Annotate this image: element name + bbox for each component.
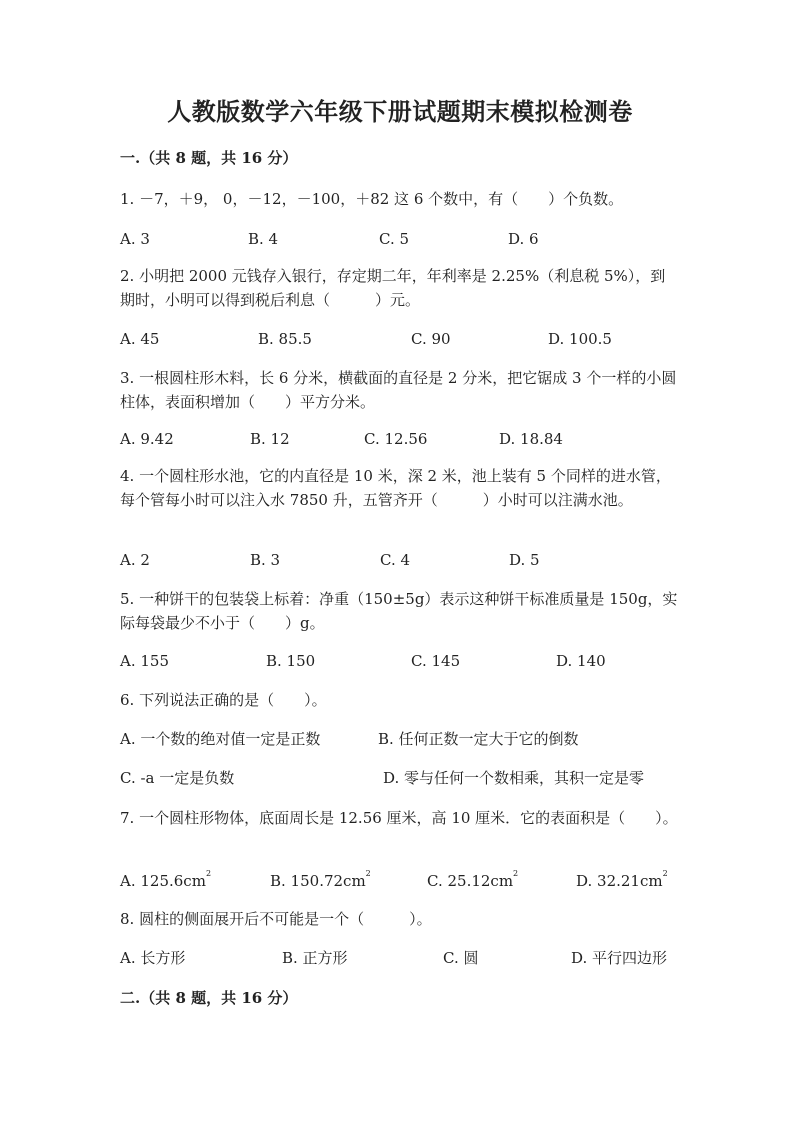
option-b: B. 85.5 [258, 330, 312, 348]
option-c: C. -a 一定是负数 [120, 769, 235, 787]
option-a: A. 2 [120, 551, 150, 569]
option-a: A. 9.42 [120, 430, 174, 448]
section-one-heading: 一.（共 8 题，共 16 分） [120, 149, 298, 167]
exam-title: 人教版数学六年级下册试题期末模拟检测卷 [167, 97, 633, 126]
section-two-heading: 二.（共 8 题，共 16 分） [120, 989, 298, 1007]
question-1: 1. －7，＋9， 0，－12，－100，＋82 这 6 个数中，有（ ）个负数。 [120, 190, 624, 208]
option-d: D. $32.21cm^2$ [576, 869, 668, 890]
option-a: A. 3 [120, 230, 150, 248]
option-a: A. $125.6cm^2$ [120, 869, 212, 890]
question-3: 3. 一根圆柱形木料，长 6 分米，横截面的直径是 2 分米，把它锯成 3 个一样的小圆柱体，表面积增加（ ）平方分米。 [120, 369, 677, 411]
option-c: C. 12.56 [364, 430, 428, 448]
question-7: 7. 一个圆柱形物体，底面周长是 12.56 厘米，高 10 厘米．它的表面积是（ ）。 [120, 809, 678, 827]
option-b: B. 任何正数一定大于它的倒数 [378, 730, 579, 748]
option-d: D. 平行四边形 [571, 949, 668, 967]
question-5: 5. 一种饼干的包装袋上标着：净重（150±5g）表示这种饼干标准质量是 150g，实际每袋最少不小于（ ）g。 [120, 590, 678, 632]
option-c: C. 145 [411, 652, 461, 670]
option-a: A. 45 [120, 330, 160, 348]
option-b: B. 4 [248, 230, 279, 248]
question-6: 6. 下列说法正确的是（ ）。 [120, 691, 327, 709]
question-4: 4. 一个圆柱形水池，它的内直径是 10 米，深 2 米，池上装有 5 个同样的进水管，每个管每小时可以注入水 7850 升，五管齐开（ ）小时可以注满水池。 [120, 467, 671, 509]
option-b: B. 正方形 [282, 949, 348, 967]
option-c: C. 90 [411, 330, 451, 348]
option-c: C. 4 [380, 551, 411, 569]
question-2: 2. 小明把 2000 元钱存入银行，存定期二年，年利率是 2.25%（利息税 5%），到期时，小明可以得到税后利息（ ）元。 [120, 267, 666, 309]
option-c: C. $25.12cm^2$ [427, 869, 519, 890]
option-b: B. 12 [250, 430, 290, 448]
option-a: A. 一个数的绝对值一定是正数 [120, 730, 321, 748]
option-d: D. 6 [508, 230, 539, 248]
option-b: B. 3 [250, 551, 281, 569]
question-8: 8. 圆柱的侧面展开后不可能是一个（ ）。 [120, 910, 432, 928]
option-d: D. 140 [556, 652, 606, 670]
option-b: B. $150.72cm^2$ [270, 869, 371, 890]
option-d: D. 零与任何一个数相乘，其积一定是零 [383, 769, 645, 787]
option-a: A. 155 [120, 652, 169, 670]
option-a: A. 长方形 [120, 949, 186, 967]
option-c: C. 圆 [443, 949, 479, 967]
option-d: D. 5 [509, 551, 540, 569]
option-b: B. 150 [266, 652, 316, 670]
option-d: D. 100.5 [548, 330, 612, 348]
option-c: C. 5 [379, 230, 410, 248]
option-d: D. 18.84 [499, 430, 563, 448]
